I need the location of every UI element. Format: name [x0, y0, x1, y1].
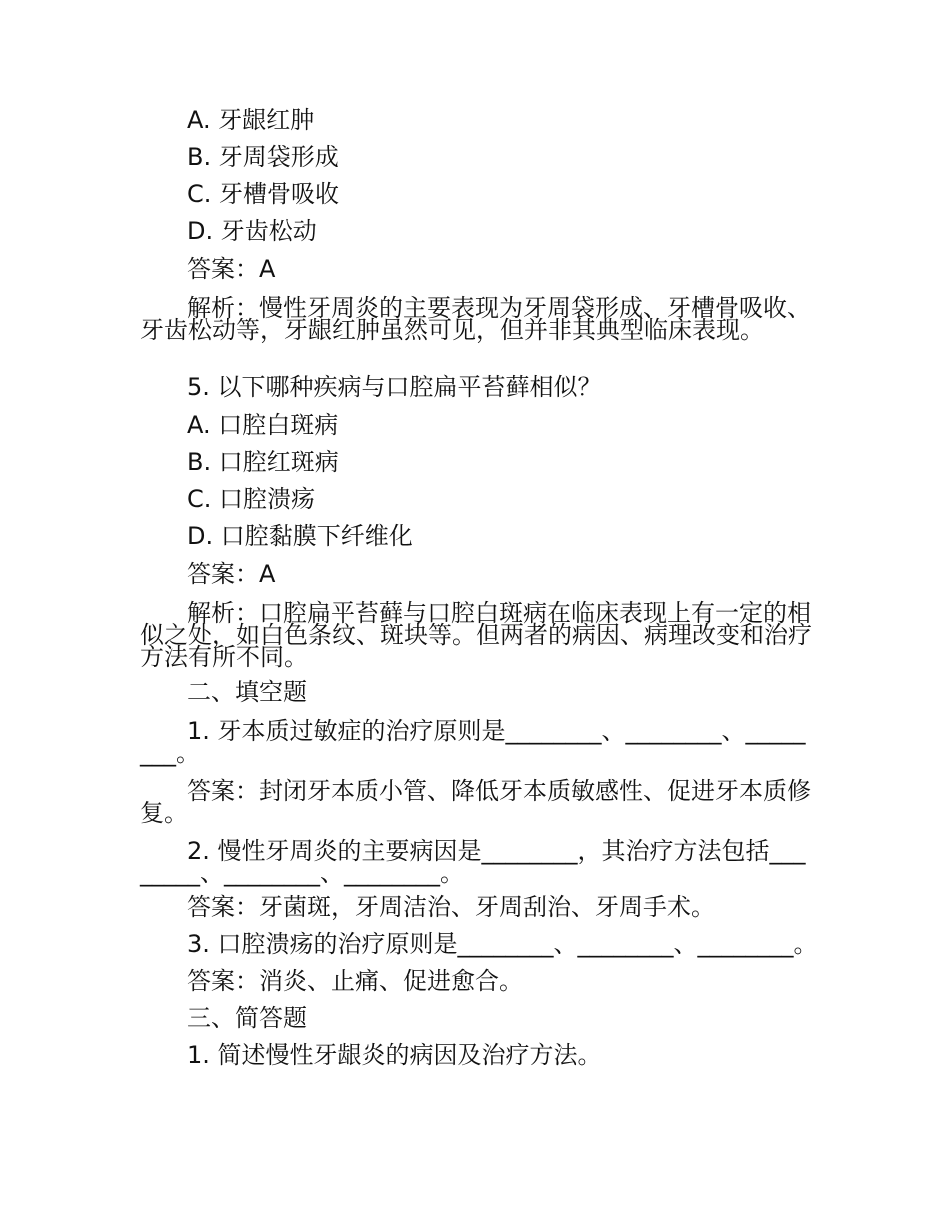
- section-heading-short-answer: 三、简答题: [187, 1004, 307, 1032]
- fill-blank-question-2: 2. 慢性牙周炎的主要病因是________，其治疗方法包括________、________、________。: [140, 837, 806, 887]
- question-5: 5. 以下哪种疾病与口腔扁平苔藓相似？: [187, 373, 602, 401]
- option-a-line: A. 牙龈红肿: [187, 106, 315, 134]
- option-b-line: B. 牙周袋形成: [187, 143, 339, 171]
- explanation-paragraph: 解析：口腔扁平苔藓与口腔白斑病在临床表现上有一定的相似之处，如白色条纹、斑块等。但两者的病因、病理改变和治疗方法有所不同。: [140, 599, 812, 671]
- fill-blank-question-1: 1. 牙本质过敏症的治疗原则是________、________、________。: [140, 717, 806, 767]
- option-b-line: B. 口腔红斑病: [187, 448, 339, 476]
- option-d-line: D. 口腔黏膜下纤维化: [187, 522, 413, 550]
- option-d-line: D. 牙齿松动: [187, 217, 317, 245]
- short-answer-question-1: 1. 简述慢性牙龈炎的病因及治疗方法。: [187, 1041, 602, 1069]
- option-a-line: A. 口腔白斑病: [187, 411, 339, 439]
- option-c-line: C. 口腔溃疡: [187, 485, 316, 513]
- option-c-line: C. 牙槽骨吸收: [187, 180, 340, 208]
- section-heading-fill-blank: 二、填空题: [187, 678, 307, 706]
- answer-line: 答案：A: [187, 255, 276, 283]
- explanation-paragraph: 解析：慢性牙周炎的主要表现为牙周袋形成、牙槽骨吸收、牙齿松动等，牙龈红肿虽然可见，但并非其典型临床表现。: [140, 294, 811, 344]
- answer-line: 答案：A: [187, 560, 276, 588]
- answer-paragraph: 答案：封闭牙本质小管、降低牙本质敏感性、促进牙本质修复。: [140, 777, 811, 827]
- answer-line: 答案：消炎、止痛、促进愈合。: [187, 967, 523, 995]
- answer-line: 答案：牙菌斑，牙周洁治、牙周刮治、牙周手术。: [187, 893, 715, 921]
- fill-blank-question-3: 3. 口腔溃疡的治疗原则是________、________、________。: [187, 930, 818, 958]
